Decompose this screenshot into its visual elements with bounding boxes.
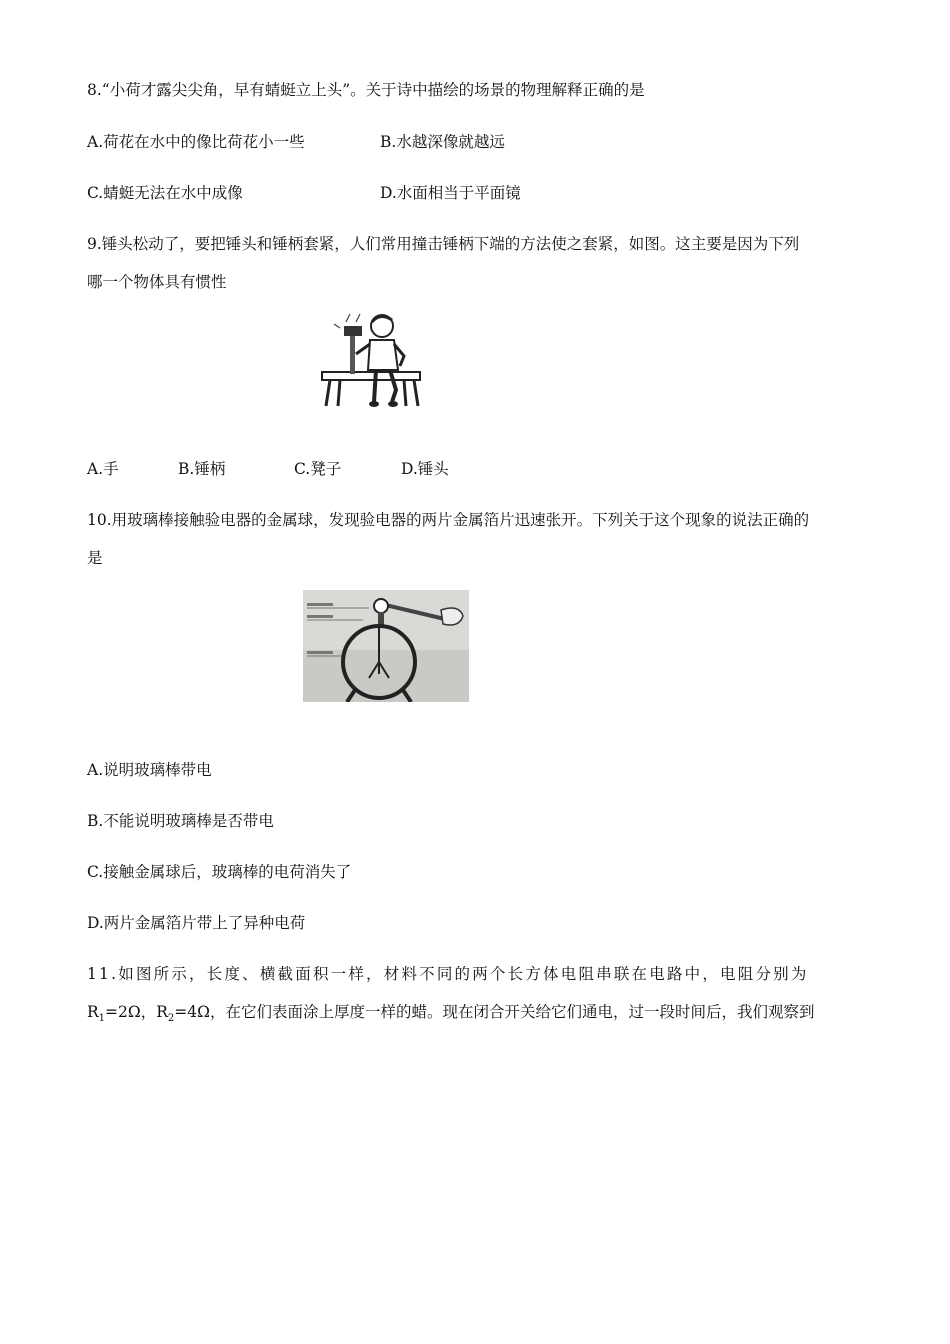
q9-option-c: C.凳子: [294, 460, 342, 478]
q11-stem-line2: [87, 1002, 815, 1029]
q10-option-b: B.不能说明玻璃棒是否带电: [87, 812, 274, 830]
q9-option-b: B.锤柄: [178, 460, 226, 478]
hammer-bench-figure: [320, 310, 422, 410]
q8-option-a: A.荷花在水中的像比荷花小一些: [87, 133, 305, 151]
r1-value: =2Ω，: [105, 1003, 157, 1021]
q10-option-d: D.两片金属箔片带上了异种电荷: [87, 914, 306, 932]
r1-label: R: [87, 1003, 99, 1021]
q9-option-a: A.手: [87, 460, 119, 478]
q10-option-a: A.说明玻璃棒带电: [87, 761, 212, 779]
r2-subscript: 2: [167, 1013, 175, 1025]
r2-value: =4Ω，: [174, 1003, 226, 1021]
r2-label: R: [156, 1003, 168, 1021]
q8-option-d: D.水面相当于平面镜: [380, 184, 521, 202]
r1-subscript: 1: [98, 1013, 106, 1025]
q9-stem-line1: 9.锤头松动了，要把锤头和锤柄套紧，人们常用撞击锤柄下端的方法使之套紧，如图。这主要是因为下列: [87, 235, 800, 253]
q11-stem-line1: 11.如图所示，长度、横截面积一样，材料不同的两个长方体电阻串联在电路中，电阻分别为: [87, 965, 809, 983]
q9-stem-line2: 哪一个物体具有惯性: [87, 273, 227, 291]
q10-option-c: C.接触金属球后，玻璃棒的电荷消失了: [87, 863, 352, 881]
q11-stem-line2-rest: 在它们表面涂上厚度一样的蜡。现在闭合开关给它们通电，过一段时间后，我们观察到: [225, 1003, 815, 1021]
q8-option-c: C.蜻蜓无法在水中成像: [87, 184, 243, 202]
q8-option-b: B.水越深像就越远: [380, 133, 505, 151]
electroscope-figure: [303, 590, 469, 702]
q9-option-d: D.锤头: [401, 460, 449, 478]
q8-stem: 8.“小荷才露尖尖角，早有蜻蜓立上头”。关于诗中描绘的场景的物理解释正确的是: [87, 81, 645, 99]
q10-stem-line2: 是: [87, 549, 103, 567]
q10-stem-line1: 10.用玻璃棒接触验电器的金属球，发现验电器的两片金属箔片迅速张开。下列关于这个现象的说法正确的: [87, 511, 810, 529]
